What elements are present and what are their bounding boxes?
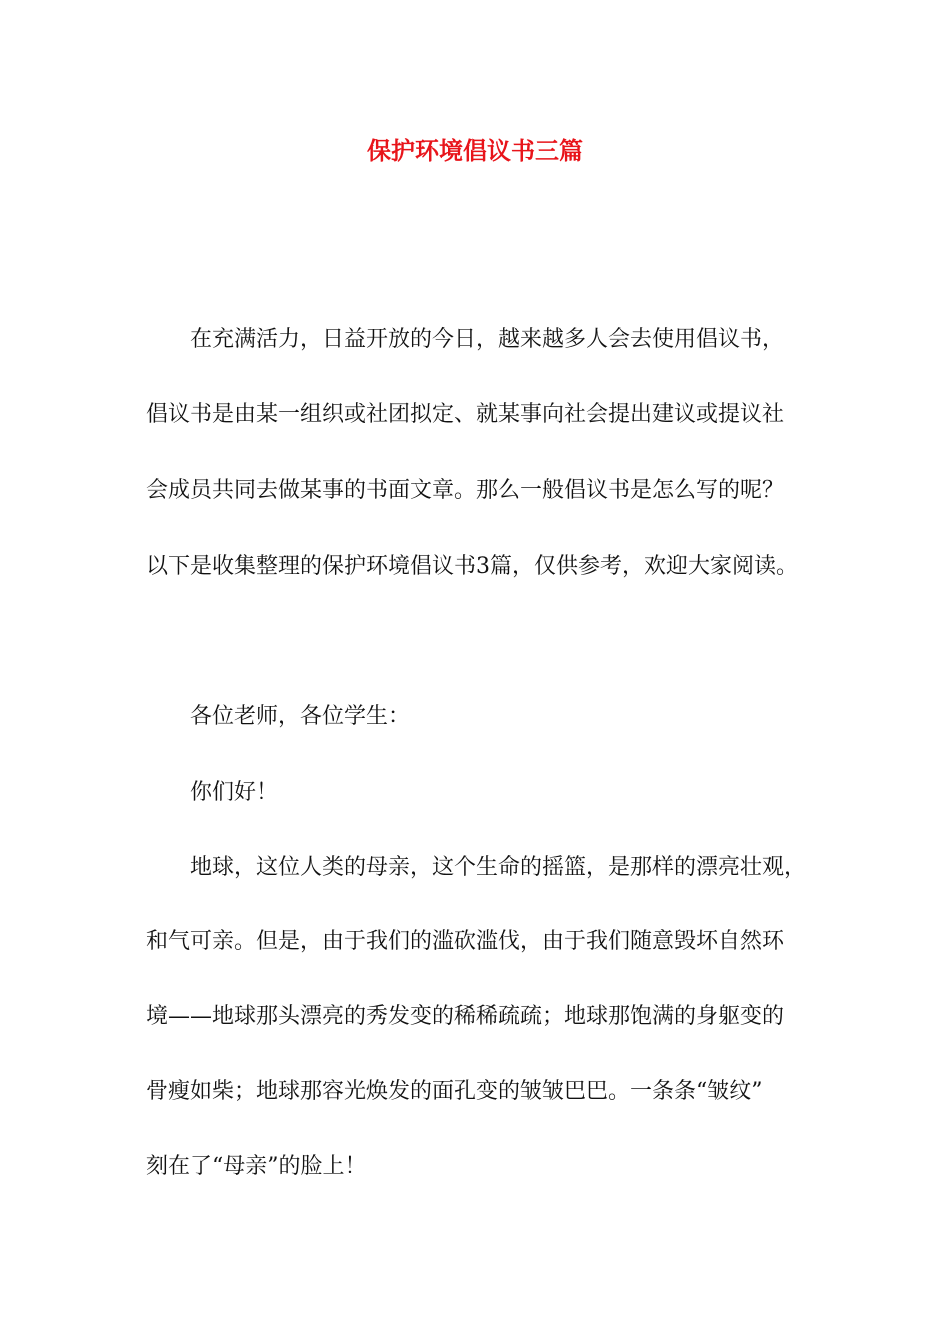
intro-line-4: 以下是收集整理的保护环境倡议书3篇，仅供参考，欢迎大家阅读。 xyxy=(146,554,798,579)
body-line-3: 境——地球那头漂亮的秀发变的稀稀疏疏；地球那饱满的身躯变的 xyxy=(146,1004,785,1029)
salutation: 各位老师，各位学生： xyxy=(190,704,411,729)
greeting: 你们好！ xyxy=(190,780,279,805)
body-line-1: 地球，这位人类的母亲，这个生命的摇篮，是那样的漂亮壮观， xyxy=(190,855,807,880)
intro-line-1: 在充满活力，日益开放的今日，越来越多人会去使用倡议书， xyxy=(190,327,785,352)
intro-line-3: 会成员共同去做某事的书面文章。那么一般倡议书是怎么写的呢？ xyxy=(146,478,785,503)
document-title: 保护环境倡议书三篇 xyxy=(367,137,583,165)
intro-line-2: 倡议书是由某一组织或社团拟定、就某事向社会提出建议或提议社 xyxy=(146,402,785,427)
body-line-2: 和气可亲。但是，由于我们的滥砍滥伐，由于我们随意毁坏自然环 xyxy=(146,929,785,954)
body-line-5: 刻在了“母亲”的脸上！ xyxy=(146,1154,367,1179)
body-line-4: 骨瘦如柴；地球那容光焕发的面孔变的皱皱巴巴。一条条“皱纹” xyxy=(146,1079,763,1104)
